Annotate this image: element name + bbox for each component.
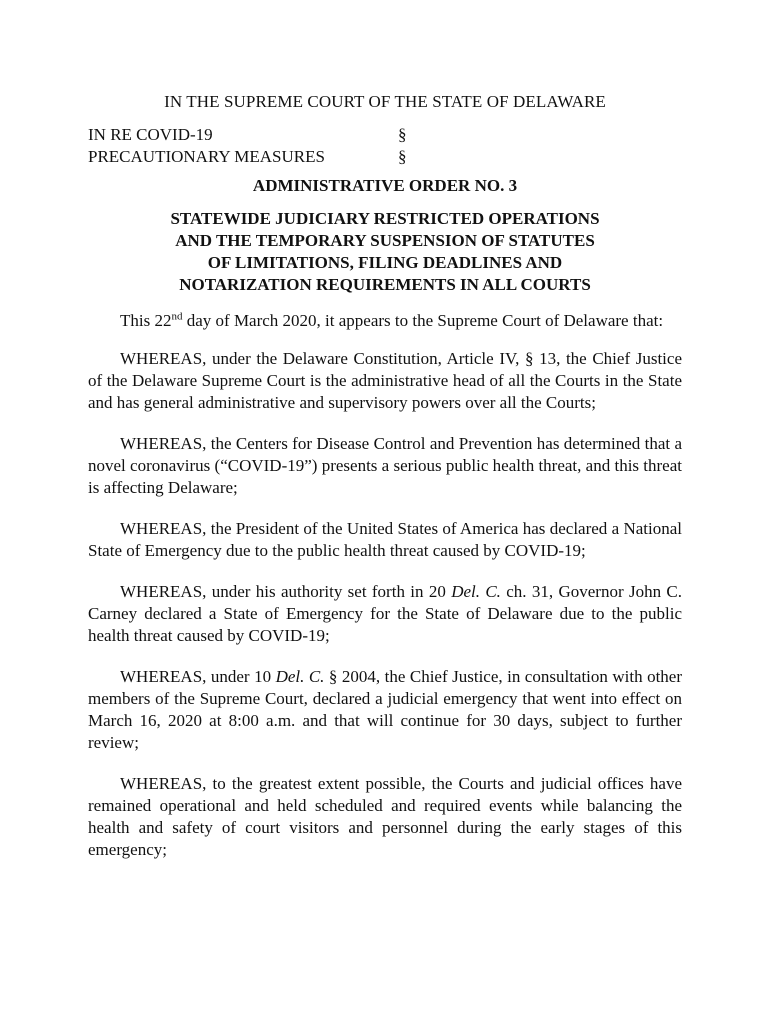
whereas-paragraph-6: WHEREAS, to the greatest extent possible, the Courts and judicial offices have remained operational and held scheduled and required events while balancing the health and safety of court visitors and personnel during the early stages of this emergency; [88, 774, 682, 859]
whereas-paragraph-3: WHEREAS, the President of the United States of America has declared a National State of Emergency due to the public health threat caused by COVID-19; [88, 519, 682, 560]
whereas-paragraph-4 [88, 581, 682, 647]
order-subtitle [0, 208, 770, 296]
statute-citation: Del. C. [451, 582, 501, 601]
caption-row-1 [88, 124, 688, 146]
subtitle-line: AND THE TEMPORARY SUSPENSION OF STATUTES [175, 231, 595, 250]
p5-text-b: § 2004, the Chief Justice, in consultation with other members of the Supreme Court, declared a judicial emergency that went into effect on March 16, 2020 at 8:00 a.m. and that will continue for 30 days, subject to further review; [88, 667, 683, 752]
caption-line-2: PRECAUTIONARY MEASURES [88, 147, 325, 166]
p5-text-a: WHEREAS, under 10 [120, 667, 276, 686]
statute-citation: Del. C. [275, 667, 325, 686]
intro-text-start: This 22 [120, 311, 172, 330]
section-symbol: § [398, 147, 407, 166]
whereas-paragraph-2: WHEREAS, the Centers for Disease Control and Prevention has determined that a novel coronavirus (“COVID-19”) presents a serious public health threat, and this threat is affecting Delaware; [88, 434, 682, 497]
subtitle-line: STATEWIDE JUDICIARY RESTRICTED OPERATIONS [170, 209, 600, 228]
case-caption [88, 124, 688, 168]
intro-paragraph [88, 310, 682, 332]
caption-row-2 [88, 146, 688, 168]
ordinal-suffix: nd [171, 310, 183, 323]
p4-text-a: WHEREAS, under his authority set forth in 20 [120, 582, 452, 601]
whereas-paragraph-5 [88, 666, 682, 754]
order-body [88, 310, 682, 880]
caption-line-1: IN RE COVID-19 [88, 125, 213, 144]
intro-text-end: day of March 2020, it appears to the Supreme Court of Delaware that: [182, 311, 664, 330]
subtitle-line: NOTARIZATION REQUIREMENTS IN ALL COURTS [179, 275, 591, 294]
p4-text-b: ch. 31, Governor John C. Carney declared a State of Emergency for the State of Delaware due to the public health threat caused by COVID-19; [88, 582, 682, 645]
court-heading: IN THE SUPREME COURT OF THE STATE OF DELAWARE [164, 92, 606, 111]
order-title: ADMINISTRATIVE ORDER NO. 3 [252, 176, 518, 195]
whereas-paragraph-1: WHEREAS, under the Delaware Constitution, Article IV, § 13, the Chief Justice of the Delaware Supreme Court is the administrative head of all the Courts in the State and has general administrative and supervisory powers over all the Courts; [88, 349, 682, 412]
section-symbol: § [398, 125, 407, 144]
subtitle-line: OF LIMITATIONS, FILING DEADLINES AND [207, 253, 563, 272]
